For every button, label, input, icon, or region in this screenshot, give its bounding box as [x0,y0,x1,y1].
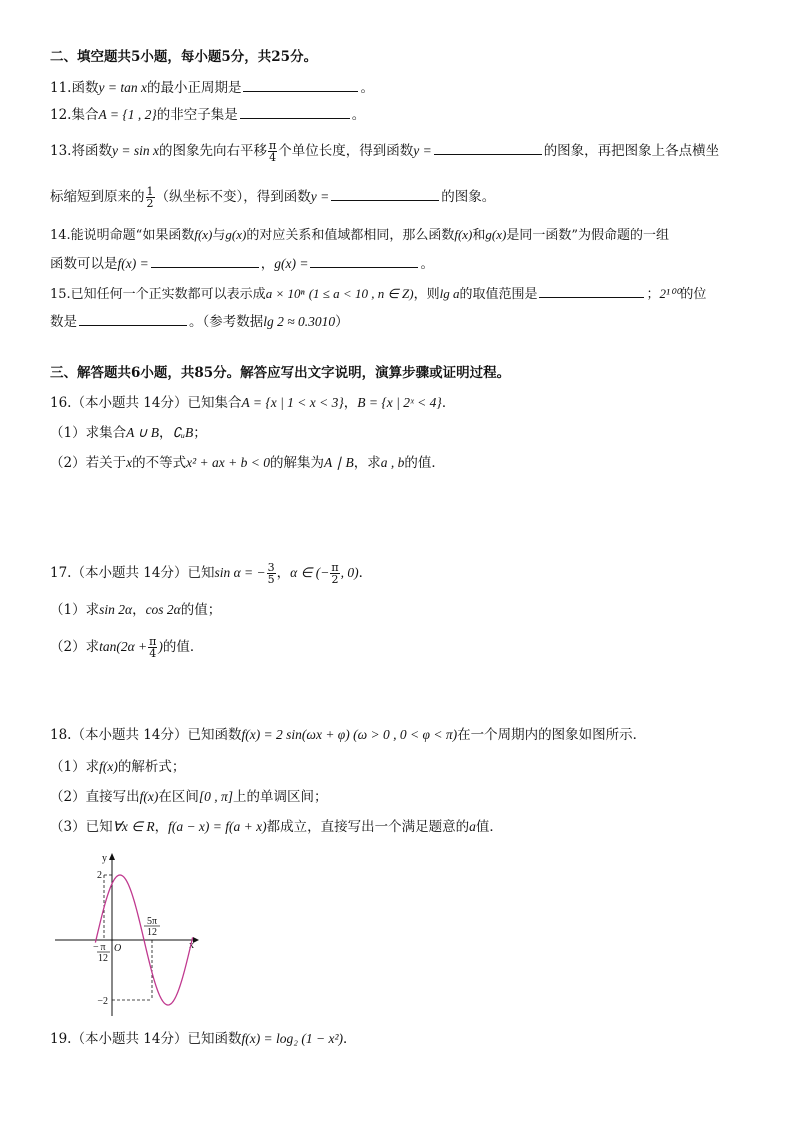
answer-blank[interactable] [243,78,358,92]
answer-blank[interactable] [539,284,644,298]
question-18-part-1: （1）求f(x)的解析式； [50,759,186,775]
y-axis-arrow-icon [109,853,115,860]
question-12: 12.集合A = {1 , 2}的非空子集是 。 [50,107,366,123]
x-left-num: π [100,942,106,953]
x-axis-label: x [189,940,194,951]
x-right-num: 5π [146,916,158,927]
fraction: $\frac{\pi}{4}$ [149,635,157,660]
x-right-den: 12 [147,927,157,938]
sine-graph [55,848,200,1018]
question-17: 17.（本小题共 14分）已知sin α = − $\frac{3}{5}$ ，α ∈ (− $\frac{\pi}{2}$ , 0)． [50,561,373,586]
question-18-part-3: （3）已知∀x ∈ R，f(a − x) = f(a + x)都成立，直接写出一个满足题意的a值． [50,819,503,835]
answer-blank[interactable] [79,312,187,326]
fraction: $\frac{\pi}{4}$ [268,139,277,164]
answer-blank[interactable] [240,105,350,119]
question-16: 16.（本小题共 14分）已知集合A = {x | 1 < x < 3}，B = {x | 2ˣ < 4}． [50,395,456,411]
question-16-part-2: （2）若关于x的不等式x² + ax + b < 0的解集为A ∣ B，求a , b的值． [50,455,445,471]
question-14: 14.能说明命题“如果函数f(x)与g(x)的对应关系和值域都相同，那么函数f(x)和g(x)是同一函数”为假命题的一组 [50,227,669,243]
question-18: 18.（本小题共 14分）已知函数f(x) = 2 sin(ωx + φ) (ω > 0 , 0 < φ < π)在一个周期内的图象如图所示． [50,727,647,743]
question-16-part-1: （1）求集合A ∪ B，∁ᵤB； [50,425,207,441]
question-11: 11.函数y = tan x的最小正周期是 。 [50,80,374,96]
x-left-den: 12 [98,953,108,964]
question-17-part-2: （2）求tan(2α + $\frac{\pi}{4}$ )的值． [50,635,204,660]
fraction: $\frac{1}{2}$ [146,185,154,210]
section-2-heading: 二、填空题共5小题，每小题5分，共25分。 [50,49,318,65]
question-15: 15.已知任何一个正实数都可以表示成a × 10ⁿ (1 ≤ a < 10 , n ∈ Z)，则lg a的取值范围是 ；2¹⁰⁰的位 [50,286,707,302]
question-13-line-2: 标缩短到原来的 $\frac{1}{2}$ （纵坐标不变），得到函数y = 的图象。 [50,185,496,210]
fraction: $\frac{\pi}{2}$ [331,561,339,586]
fraction: $\frac{3}{5}$ [267,561,275,586]
answer-blank[interactable] [434,141,542,155]
x-left-sign: − [93,942,99,953]
question-15-line-2: 数是 。（参考数据lg 2 ≈ 0.3010） [50,314,349,330]
answer-blank[interactable] [310,254,418,268]
origin-label: O [114,943,122,954]
question-19: 19.（本小题共 14分）已知函数f(x) = log₂ (1 − x²)． [50,1031,357,1047]
y-min-label: −2 [97,996,108,1007]
question-13: 13.将函数y = sin x的图象先向右平移 $\frac{\pi}{4}$ 个单位长度，得到函数y = 的图象，再把图象上各点横坐 [50,139,720,164]
question-18-part-2: （2）直接写出f(x)在区间[0 , π]上的单调区间； [50,789,328,805]
question-17-part-1: （1）求sin 2α，cos 2α的值； [50,602,222,618]
y-axis-label: y [102,853,107,864]
y-max-label: 2 [97,870,102,881]
question-14-line-2: 函数可以是f(x) = ，g(x) = 。 [50,256,434,272]
section-3-heading: 三、解答题共6小题，共85分。解答应写出文字说明，演算步骤或证明过程。 [50,365,511,381]
answer-blank[interactable] [151,254,259,268]
answer-blank[interactable] [331,187,439,201]
